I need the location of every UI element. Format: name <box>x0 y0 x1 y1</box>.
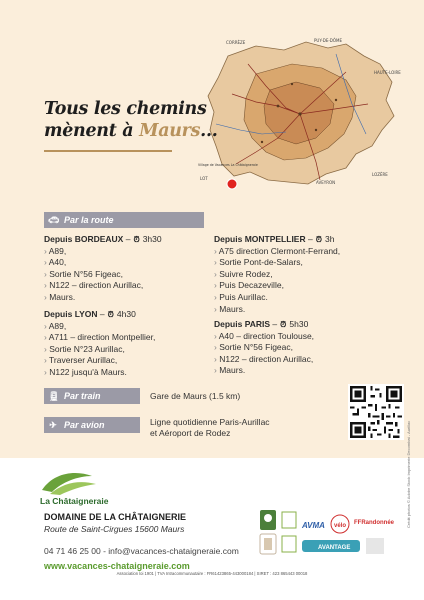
qr-code[interactable] <box>348 384 404 440</box>
tourism-label-icon <box>260 510 276 554</box>
map-illustration <box>196 34 404 200</box>
clock-icon: ⏰︎ <box>315 235 322 244</box>
route-lyon: Depuis LYON – ⏰︎ 4h30 › A89, › A711 – direction Montpellier, › Sortie N°23 Aurillac, › Traverser Aurillac, › N122 jusqu'à Maurs. <box>44 309 204 379</box>
ffrandonnee-logo: FFRandonnée <box>354 520 394 526</box>
domain-contact[interactable]: 04 71 46 25 00 - info@vacances-chataigneraie.com <box>44 546 239 556</box>
map-region-label: CORRÈZE <box>226 40 246 45</box>
headline-underline <box>44 150 172 152</box>
destination-marker-icon <box>227 179 237 189</box>
plane-section-bar <box>44 417 140 433</box>
headline-line2: mènent à Maurs... <box>44 121 218 141</box>
avantage-logo <box>302 540 360 552</box>
train-icon: 🚆︎ <box>48 390 60 401</box>
photo-credit: Crédit photos © Adobe Stock Imprimerie Decombat - Aurillac <box>406 420 411 528</box>
legal-mentions: Association loi 1901 | TVA Intracommunautaire : FR61423865-443000184 | SIRET : 423 865443 00018 <box>116 571 308 576</box>
headline <box>44 98 224 152</box>
headline-accent: Maurs <box>139 121 201 141</box>
map-place-label: Village de Vacances La Châtaigneraie <box>198 163 258 167</box>
domain-website-link[interactable]: www.vacances-chataigneraie.com <box>44 561 190 571</box>
partner-logos <box>258 506 398 562</box>
accessibility-label-icon <box>282 512 296 552</box>
train-section-label: Par train <box>64 391 101 401</box>
plane-info: Ligne quotidienne Paris-Aurillac et Aéroport de Rodez <box>150 417 270 438</box>
map-region-label: LOZÈRE <box>372 172 388 177</box>
region-map <box>196 34 404 200</box>
map-region-label: LOT <box>200 176 208 181</box>
avma-logo: AVMA <box>302 521 325 530</box>
clock-icon: ⏰︎ <box>280 320 287 329</box>
map-region-label: AVEYRON <box>316 180 336 185</box>
plane-icon: ✈︎ <box>49 419 57 430</box>
leaf-logo-icon <box>40 468 100 496</box>
route-paris: Depuis PARIS – ⏰︎ 5h30 › A40 – direction Toulouse, › Sortie N°56 Figeac, › N122 – direction Aurillac, › Maurs. <box>214 319 414 377</box>
logo-name: La Châtaigneraie <box>40 496 109 506</box>
train-section-bar <box>44 388 140 404</box>
route-bordeaux: Depuis BORDEAUX – ⏰︎ 3h30 › A89, › A40, › Sortie N°56 Figeac, › N122 – direction Aurillac, › Maurs. <box>44 234 204 304</box>
road-section-label: Par la route <box>64 215 114 225</box>
headline-line1: Tous les chemins <box>44 99 207 119</box>
car-icon: 🚗︎ <box>48 214 60 225</box>
map-region-label: PUY-DE-DÔME <box>314 38 343 43</box>
road-section-bar <box>44 212 204 228</box>
clock-icon: ⏰︎ <box>107 310 114 319</box>
domain-address: Route de Saint-Cirgues 15600 Maurs <box>44 524 185 534</box>
velo-logo-icon <box>331 515 349 533</box>
clock-icon: ⏰︎ <box>133 235 140 244</box>
plane-section-label: Par avion <box>64 420 105 430</box>
map-region-label: HAUTE-LOIRE <box>374 70 401 75</box>
svg-text:AVANTAGE: AVANTAGE <box>318 545 351 551</box>
domain-title: DOMAINE DE LA CHÂTAIGNERIE <box>44 512 187 522</box>
svg-text:vélo: vélo <box>334 523 347 529</box>
train-info: Gare de Maurs (1.5 km) <box>150 391 241 401</box>
route-montpellier: Depuis MONTPELLIER – ⏰︎ 3h › A75 direction Clermont-Ferrand, › Sortie Pont-de-Salars, › Suivre Rodez, › Puis Decazeville, › Puis Aurillac. › Maurs. <box>214 234 414 315</box>
